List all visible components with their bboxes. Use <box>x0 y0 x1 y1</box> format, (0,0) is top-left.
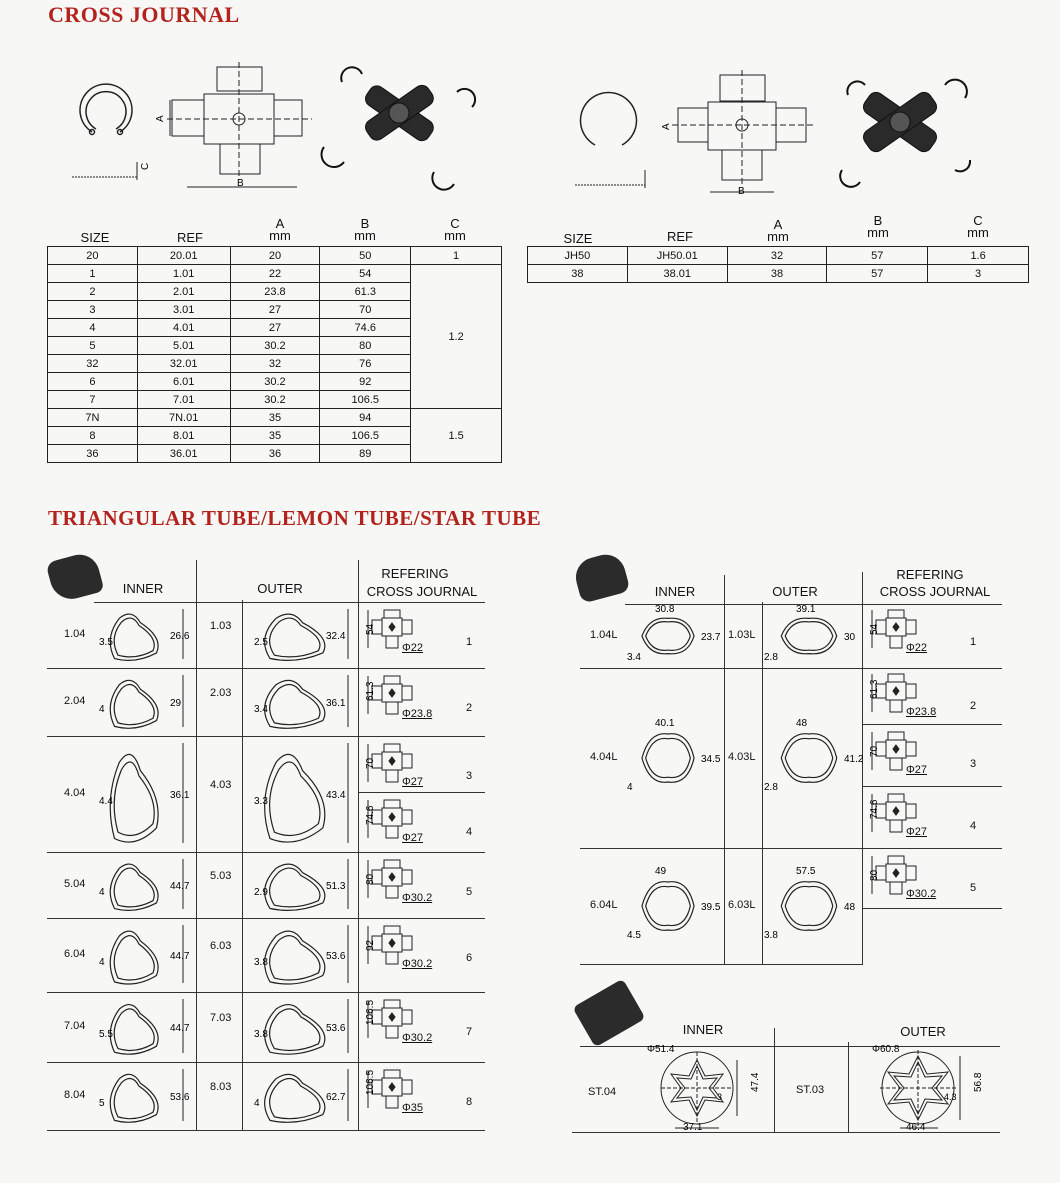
ref-diameter: Φ30.2 <box>402 1032 433 1044</box>
ref-number: 5 <box>970 882 977 894</box>
inner-height: 44.7 <box>170 881 190 892</box>
ref-number: 4 <box>466 826 473 838</box>
inner-wall: 5 <box>99 1098 105 1109</box>
triangle-profile-icon <box>110 614 158 660</box>
ref-length: 106.5 <box>365 999 376 1025</box>
outer-height: 62.7 <box>326 1092 346 1103</box>
col-a-header: A <box>275 216 285 231</box>
ref-length: 54 <box>869 623 880 635</box>
tube-icon-star <box>572 979 645 1048</box>
lemon-profile-icon <box>781 882 836 931</box>
triangle-profile-icon <box>110 1005 158 1055</box>
inner-height: 44.7 <box>170 951 190 962</box>
lemon-profile-icon <box>642 734 694 783</box>
outer-profile-drawing <box>248 997 356 1057</box>
table-row: JH50 JH50.01 32 57 1.6 <box>528 247 1029 265</box>
cross-journal-table-right <box>527 246 1029 283</box>
col-b-unit: mm <box>354 228 376 243</box>
cross-journal-table-left <box>47 246 502 463</box>
table-row: 36 36.01 36 89 <box>48 445 502 463</box>
ref-number: 4 <box>970 820 977 832</box>
inner-code: 4.04L <box>590 751 618 763</box>
b-dim-label-right: B <box>738 186 745 197</box>
triangle-profile-icon <box>265 680 325 728</box>
outer-width: 57.5 <box>796 866 816 877</box>
refering-header: REFERING <box>381 566 449 581</box>
outer-wall: 3.3 <box>254 796 268 807</box>
outer-code: 2.03 <box>210 687 232 699</box>
lemon-profile-icon <box>781 734 836 783</box>
refering-header-lemon: REFERING <box>896 567 964 582</box>
ref-number: 6 <box>466 952 473 964</box>
ref-diameter: Φ22 <box>906 642 928 654</box>
col-ref-header: REF <box>177 230 203 245</box>
outer-height: 53.6 <box>326 951 346 962</box>
ref-diameter: Φ22 <box>402 642 424 654</box>
outer-code: 4.03L <box>728 751 756 763</box>
col-b-unit-right: mm <box>867 225 889 240</box>
inner-width: 49 <box>655 866 667 877</box>
ref-number: 1 <box>970 636 977 648</box>
triangle-profile-icon <box>265 754 325 842</box>
cross-journal-diagram-right <box>560 70 1030 200</box>
outer-profile-drawing <box>248 741 356 847</box>
outer-height: 36.1 <box>326 698 346 709</box>
inner-wall: 4 <box>99 887 105 898</box>
outer-wall: 2.8 <box>764 782 778 793</box>
triangle-profile-icon <box>110 680 158 728</box>
outer-code: 1.03 <box>210 620 232 632</box>
inner-wall: 3.4 <box>627 652 641 663</box>
table-row: 8 8.01 35 106.5 <box>48 427 502 445</box>
outer-wall: 2.9 <box>254 887 268 898</box>
cross-journal-title: CROSS JOURNAL <box>48 2 240 27</box>
outer-wall: 4 <box>254 1098 260 1109</box>
ref-diameter: Φ27 <box>906 764 928 776</box>
inner-code: 6.04L <box>590 899 618 911</box>
inner-height: 36.1 <box>170 790 190 801</box>
outer-profile-drawing <box>764 851 862 961</box>
table-row: 6 6.01 30.2 92 <box>48 373 502 391</box>
outer-wall: 3.8 <box>764 930 778 941</box>
ref-number: 8 <box>466 1096 473 1108</box>
ref-length: 80 <box>365 873 376 885</box>
outer-code: 8.03 <box>210 1081 232 1093</box>
inner-wall: 5.5 <box>99 1029 113 1040</box>
ref-length: 74.6 <box>365 805 376 825</box>
outer-wall: 3.8 <box>254 1029 268 1040</box>
col-b-header: B <box>360 216 370 231</box>
ref-diameter: Φ30.2 <box>906 888 937 900</box>
cross-journal-header-lemon: CROSS JOURNAL <box>879 584 991 599</box>
triangle-profile-icon <box>265 864 325 910</box>
tubes-title: TRIANGULAR TUBE/LEMON TUBE/STAR TUBE <box>48 506 542 530</box>
ref-number: 1 <box>466 636 473 648</box>
outer-header: OUTER <box>257 581 303 596</box>
table-row: 3 3.01 27 70 <box>48 301 502 319</box>
col-a-unit-right: mm <box>767 229 789 244</box>
table-row: 7N 7N.01 35 94 1.5 <box>48 409 502 427</box>
lemon-profile-icon <box>642 882 694 931</box>
triangle-profile-icon <box>265 1005 325 1055</box>
ref-diameter: Φ27 <box>402 776 424 788</box>
ref-number: 2 <box>466 702 473 714</box>
outer-header-lemon: OUTER <box>772 584 818 599</box>
outer-code: 4.03 <box>210 779 232 791</box>
outer-width: 48 <box>796 718 808 729</box>
ref-diameter: Φ30.2 <box>402 892 433 904</box>
inner-profile-drawing <box>97 857 192 913</box>
star-outer-h: 56.8 <box>973 1072 984 1092</box>
star-outer-header: OUTER <box>900 1024 946 1039</box>
star-outer-code: ST.03 <box>796 1084 825 1096</box>
a-dim-label: A <box>155 115 166 122</box>
ref-diameter: Φ23.8 <box>402 708 433 720</box>
inner-wall: 3.5 <box>99 637 113 648</box>
col-size-header-right: SIZE <box>563 231 593 246</box>
cross-journal-header: CROSS JOURNAL <box>366 584 478 599</box>
outer-height: 30 <box>844 632 856 643</box>
table-row: 1 1.01 22 54 1.2 <box>48 265 502 283</box>
outer-height: 51.3 <box>326 881 346 892</box>
ref-length: 61.3 <box>869 679 880 699</box>
ref-length: 70 <box>869 745 880 757</box>
ref-diameter: Φ35 <box>402 1102 424 1114</box>
star-inner-drawing <box>645 1042 761 1134</box>
table-row: 5 5.01 30.2 80 <box>48 337 502 355</box>
star-inner-header: INNER <box>682 1022 724 1037</box>
a-dim-label-right: A <box>661 123 672 130</box>
inner-code: 2.04 <box>64 695 86 707</box>
ref-diameter: Φ23.8 <box>906 706 937 718</box>
table-row: 38 38.01 38 57 3 <box>528 265 1029 283</box>
inner-height: 39.5 <box>701 902 721 913</box>
inner-profile-drawing <box>97 607 192 663</box>
outer-wall: 2.8 <box>764 652 778 663</box>
inner-profile-drawing <box>97 1067 192 1125</box>
ref-number: 7 <box>466 1026 473 1038</box>
inner-wall: 4 <box>99 704 105 715</box>
inner-profile-drawing <box>97 997 192 1057</box>
outer-profile-drawing <box>248 923 356 987</box>
inner-profile-drawing <box>97 741 192 847</box>
outer-wall: 3.4 <box>254 704 268 715</box>
outer-height: 41.2 <box>844 754 864 765</box>
inner-header-lemon: INNER <box>654 584 696 599</box>
inner-code: 7.04 <box>64 1020 86 1032</box>
ref-length: 70 <box>365 757 376 769</box>
outer-height: 32.4 <box>326 631 346 642</box>
tube-icon-triangular <box>45 550 104 604</box>
ref-length: 106.5 <box>365 1069 376 1095</box>
outer-code: 1.03L <box>728 629 756 641</box>
star-outer-wall: 4.3 <box>944 1092 957 1102</box>
col-size-header: SIZE <box>80 230 110 245</box>
inner-wall: 4 <box>99 957 105 968</box>
ref-diameter: Φ27 <box>906 826 928 838</box>
inner-profile-drawing <box>627 604 722 665</box>
inner-profile-drawing <box>97 673 192 731</box>
star-outer-dia: Φ60.8 <box>872 1044 900 1055</box>
lemon-profile-icon <box>642 618 694 654</box>
ref-number: 2 <box>970 700 977 712</box>
inner-header: INNER <box>122 581 164 596</box>
inner-profile-drawing <box>627 671 722 845</box>
tube-icon-lemon <box>571 550 630 604</box>
ref-length: 80 <box>869 869 880 881</box>
star-inner-dia: Φ51.4 <box>647 1044 675 1055</box>
triangle-profile-icon <box>110 754 158 842</box>
col-a-header-right: A <box>773 217 783 232</box>
outer-code: 5.03 <box>210 870 232 882</box>
outer-code: 6.03L <box>728 899 756 911</box>
outer-height: 48 <box>844 902 856 913</box>
outer-profile-drawing <box>248 1067 356 1125</box>
table-row: 7 7.01 30.2 106.5 <box>48 391 502 409</box>
inner-code: 6.04 <box>64 948 86 960</box>
inner-width: 30.8 <box>655 604 675 615</box>
ref-diameter: Φ30.2 <box>402 958 433 970</box>
outer-profile-drawing <box>764 604 862 665</box>
triangle-profile-icon <box>265 931 325 984</box>
inner-width: 40.1 <box>655 718 675 729</box>
star-outer-w: 46.4 <box>906 1122 926 1133</box>
inner-height: 53.6 <box>170 1092 190 1103</box>
ref-length: 74.6 <box>869 799 880 819</box>
inner-profile-drawing <box>97 923 192 987</box>
table-row: 4 4.01 27 74.6 <box>48 319 502 337</box>
outer-profile-drawing <box>764 671 862 845</box>
col-c-header: C <box>450 216 460 231</box>
inner-code: 8.04 <box>64 1089 86 1101</box>
star-outer-drawing <box>866 1042 984 1134</box>
ref-number: 5 <box>466 886 473 898</box>
inner-code: 5.04 <box>64 878 86 890</box>
c-dim-label: C <box>140 162 151 170</box>
cross-journal-diagram-left <box>62 62 522 197</box>
ref-number: 3 <box>466 770 473 782</box>
col-a-unit: mm <box>269 228 291 243</box>
inner-height: 34.5 <box>701 754 721 765</box>
outer-code: 7.03 <box>210 1012 232 1024</box>
outer-profile-drawing <box>248 607 356 663</box>
b-dim-label: B <box>237 178 244 189</box>
star-inner-w: 37.1 <box>683 1122 703 1133</box>
ref-length: 92 <box>365 939 376 951</box>
lemon-profile-icon <box>781 618 836 654</box>
ref-number: 3 <box>970 758 977 770</box>
triangle-profile-icon <box>110 931 158 984</box>
inner-code: 4.04 <box>64 787 86 799</box>
col-b-header-right: B <box>873 213 883 228</box>
ref-length: 61.3 <box>365 681 376 701</box>
inner-height: 23.7 <box>701 632 721 643</box>
outer-code: 6.03 <box>210 940 232 952</box>
outer-profile-drawing <box>248 673 356 731</box>
inner-height: 29 <box>170 698 182 709</box>
col-c-unit-right: mm <box>967 225 989 240</box>
ref-length: 54 <box>365 623 376 635</box>
table-row: 20 20.01 20 50 1 <box>48 247 502 265</box>
inner-wall: 4.5 <box>627 930 641 941</box>
circlip-icon <box>80 84 132 134</box>
outer-wall: 2.5 <box>254 637 268 648</box>
inner-profile-drawing <box>627 851 722 961</box>
outer-height: 43.4 <box>326 790 346 801</box>
outer-wall: 3.8 <box>254 957 268 968</box>
inner-height: 26.6 <box>170 631 190 642</box>
col-ref-header-right: REF <box>667 229 693 244</box>
col-c-unit: mm <box>444 228 466 243</box>
star-inner-h: 47.4 <box>750 1072 761 1092</box>
inner-wall: 4 <box>627 782 633 793</box>
inner-code: 1.04L <box>590 629 618 641</box>
star-inner-code: ST.04 <box>588 1086 617 1098</box>
triangle-profile-icon <box>265 1074 325 1122</box>
cross-drawing <box>167 62 312 187</box>
table-row: 2 2.01 23.8 61.3 <box>48 283 502 301</box>
outer-height: 53.6 <box>326 1023 346 1034</box>
outer-width: 39.1 <box>796 604 816 615</box>
ref-diameter: Φ27 <box>402 832 424 844</box>
universal-joint-cross-icon <box>362 82 436 144</box>
inner-wall: 4.4 <box>99 796 113 807</box>
triangle-profile-icon <box>110 864 158 910</box>
outer-profile-drawing <box>248 857 356 913</box>
triangle-profile-icon <box>110 1074 158 1122</box>
inner-height: 44.7 <box>170 1023 190 1034</box>
triangle-profile-icon <box>265 614 325 660</box>
star-inner-wall: 3 <box>717 1092 723 1102</box>
table-row: 32 32.01 32 76 <box>48 355 502 373</box>
universal-joint-cross-icon-right <box>860 89 939 155</box>
col-c-header-right: C <box>973 213 983 228</box>
inner-code: 1.04 <box>64 628 86 640</box>
